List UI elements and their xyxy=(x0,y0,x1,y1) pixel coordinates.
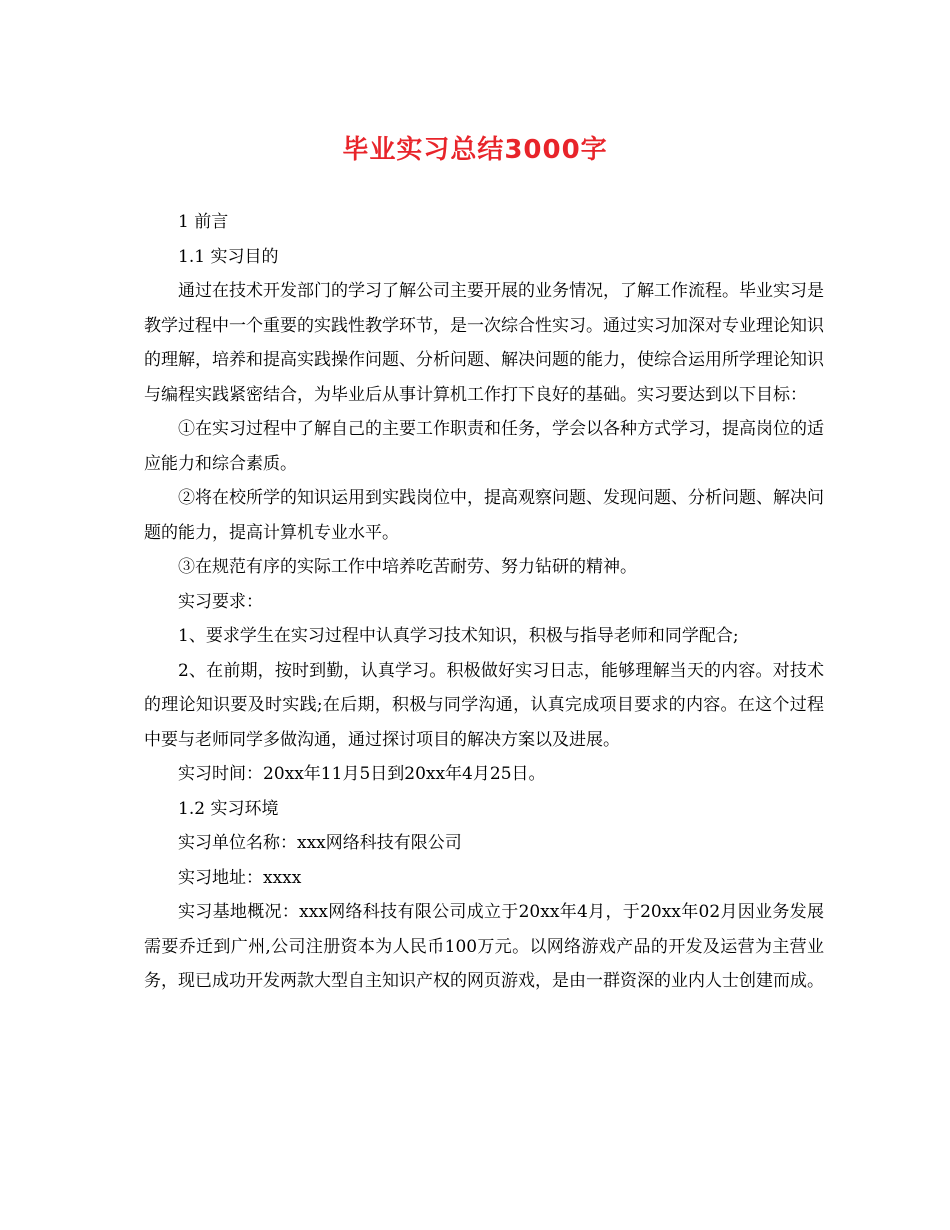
paragraph-goal-2: ②将在校所学的知识运用到实践岗位中，提高观察问题、发现问题、分析问题、解决问题的能力，提高计算机专业水平。 xyxy=(144,488,824,543)
document-body xyxy=(144,205,824,999)
paragraph-requirement-1: 1、要求学生在实习过程中认真学习技术知识，积极与指导老师和同学配合; xyxy=(178,626,739,646)
paragraph-goal-1: ①在实习过程中了解自己的主要工作职责和任务，学会以各种方式学习，提高岗位的适应能力和综合素质。 xyxy=(144,419,824,474)
paragraph-goal-3: ③在规范有序的实际工作中培养吃苦耐劳、努力钻研的精神。 xyxy=(178,557,637,577)
heading-internship-environment: 1.2 实习环境 xyxy=(178,798,279,819)
paragraph-company-name: 实习单位名称：xxx网络科技有限公司 xyxy=(178,833,462,853)
paragraph-internship-time: 实习时间：20xx年11月5日到20xx年4月25日。 xyxy=(178,764,546,784)
paragraph-base-overview: 实习基地概况：xxx网络科技有限公司成立于20xx年4月，于20xx年02月因业务发展需要乔迁到广州,公司注册资本为人民币100万元。以网络游戏产品的开发及运营为主营业务，现已成功开发两款大型自主知识产权的网页游戏，是由一群资深的业内人士创建而成。 xyxy=(144,902,824,991)
heading-preface: 1 前言 xyxy=(178,212,229,232)
paragraph-requirement-2: 2、在前期，按时到勤，认真学习。积极做好实习日志，能够理解当天的内容。对技术的理论知识要及时实践;在后期，积极与同学沟通，认真完成项目要求的内容。在这个过程中要与老师同学多做沟通，通过探讨项目的解决方案以及进展。 xyxy=(144,660,824,750)
paragraph-address: 实习地址：xxxx xyxy=(178,867,302,888)
document-title: 毕业实习总结3000字 xyxy=(342,135,608,165)
heading-requirements: 实习要求： xyxy=(178,591,263,612)
paragraph-purpose-intro: 通过在技术开发部门的学习了解公司主要开展的业务情况，了解工作流程。毕业实习是教学过程中一个重要的实践性教学环节，是一次综合性实习。通过实习加深对专业理论知识的理解，培养和提高实践操作问题、分析问题、解决问题的能力，使综合运用所学理论知识与编程实践紧密结合，为毕业后从事计算机工作打下良好的基础。实习要达到以下目标： xyxy=(144,281,824,405)
heading-internship-purpose: 1.1 实习目的 xyxy=(178,246,279,267)
